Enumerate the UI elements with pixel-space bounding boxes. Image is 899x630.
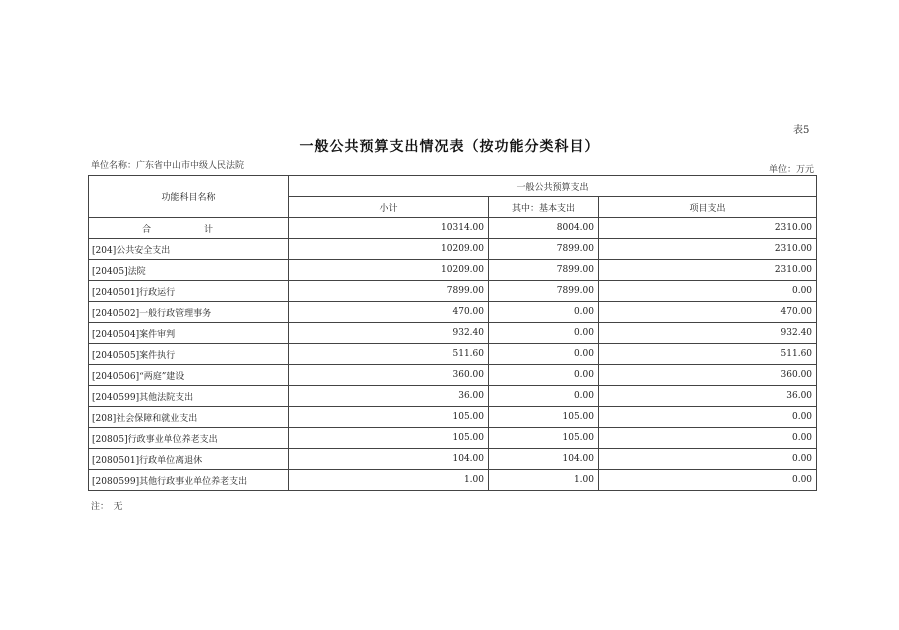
- currency-unit: 单位：万元: [769, 165, 815, 175]
- row-basic: 8004.00: [489, 218, 599, 239]
- table-row: [89, 470, 817, 491]
- col-header-subtotal: 小计: [289, 197, 489, 218]
- table-number: 表5: [793, 125, 810, 136]
- row-basic: 104.00: [489, 449, 599, 470]
- table-row: [89, 260, 817, 281]
- table-row: [89, 449, 817, 470]
- row-project: 2310.00: [599, 239, 817, 260]
- row-basic: 1.00: [489, 470, 599, 491]
- row-name: 合 计: [89, 218, 289, 239]
- row-project: 932.40: [599, 323, 817, 344]
- row-subtotal: 10209.00: [289, 239, 489, 260]
- row-name: [204]公共安全支出: [89, 239, 289, 260]
- row-subtotal: 105.00: [289, 428, 489, 449]
- col-header-basic: 其中：基本支出: [489, 197, 599, 218]
- row-name: [208]社会保障和就业支出: [89, 407, 289, 428]
- row-subtotal: 1.00: [289, 470, 489, 491]
- table-row: [89, 302, 817, 323]
- col-header-group: 一般公共预算支出: [289, 176, 817, 197]
- row-subtotal: 360.00: [289, 365, 489, 386]
- row-project: 2310.00: [599, 218, 817, 239]
- table-row: [89, 407, 817, 428]
- row-project: 0.00: [599, 428, 817, 449]
- unit-name-line: [91, 158, 244, 171]
- row-subtotal: 105.00: [289, 407, 489, 428]
- table-row: [89, 344, 817, 365]
- row-subtotal: 511.60: [289, 344, 489, 365]
- footnote: 注： 无: [91, 502, 123, 512]
- row-name: [2080599]其他行政事业单位养老支出: [89, 470, 289, 491]
- row-subtotal: 7899.00: [289, 281, 489, 302]
- row-name: [2040501]行政运行: [89, 281, 289, 302]
- table-row: [89, 239, 817, 260]
- col-header-name: 功能科目名称: [89, 176, 289, 218]
- row-project: 0.00: [599, 470, 817, 491]
- row-subtotal: 470.00: [289, 302, 489, 323]
- row-basic: 105.00: [489, 428, 599, 449]
- table-row-total: [89, 218, 817, 239]
- row-project: 470.00: [599, 302, 817, 323]
- row-basic: 7899.00: [489, 281, 599, 302]
- row-subtotal: 104.00: [289, 449, 489, 470]
- row-basic: 105.00: [489, 407, 599, 428]
- row-name: [20805]行政事业单位养老支出: [89, 428, 289, 449]
- table-row: [89, 323, 817, 344]
- row-basic: 0.00: [489, 386, 599, 407]
- row-name: [20405]法院: [89, 260, 289, 281]
- row-subtotal: 932.40: [289, 323, 489, 344]
- row-name: [2040502]一般行政管理事务: [89, 302, 289, 323]
- table-row: [89, 281, 817, 302]
- row-basic: 7899.00: [489, 260, 599, 281]
- page-title: 一般公共预算支出情况表（按功能分类科目）: [299, 139, 600, 155]
- row-subtotal: 10209.00: [289, 260, 489, 281]
- budget-table: [88, 175, 817, 491]
- row-project: 511.60: [599, 344, 817, 365]
- row-basic: 0.00: [489, 365, 599, 386]
- row-project: 0.00: [599, 449, 817, 470]
- table-row: [89, 365, 817, 386]
- unit-name-label: 单位名称：: [91, 161, 137, 171]
- col-header-project: 项目支出: [599, 197, 817, 218]
- row-name: [2040504]案件审判: [89, 323, 289, 344]
- table-row: [89, 428, 817, 449]
- row-project: 360.00: [599, 365, 817, 386]
- row-name: [2080501]行政单位离退休: [89, 449, 289, 470]
- row-basic: 7899.00: [489, 239, 599, 260]
- row-name: [2040506]“两庭”建设: [89, 365, 289, 386]
- row-basic: 0.00: [489, 344, 599, 365]
- table-row: [89, 386, 817, 407]
- row-project: 2310.00: [599, 260, 817, 281]
- unit-name-value: 广东省中山市中级人民法院: [136, 161, 245, 171]
- row-name: [2040599]其他法院支出: [89, 386, 289, 407]
- row-subtotal: 10314.00: [289, 218, 489, 239]
- row-basic: 0.00: [489, 302, 599, 323]
- row-name: [2040505]案件执行: [89, 344, 289, 365]
- row-project: 0.00: [599, 281, 817, 302]
- header-row-1: [89, 176, 817, 197]
- row-project: 36.00: [599, 386, 817, 407]
- row-project: 0.00: [599, 407, 817, 428]
- row-basic: 0.00: [489, 323, 599, 344]
- row-subtotal: 36.00: [289, 386, 489, 407]
